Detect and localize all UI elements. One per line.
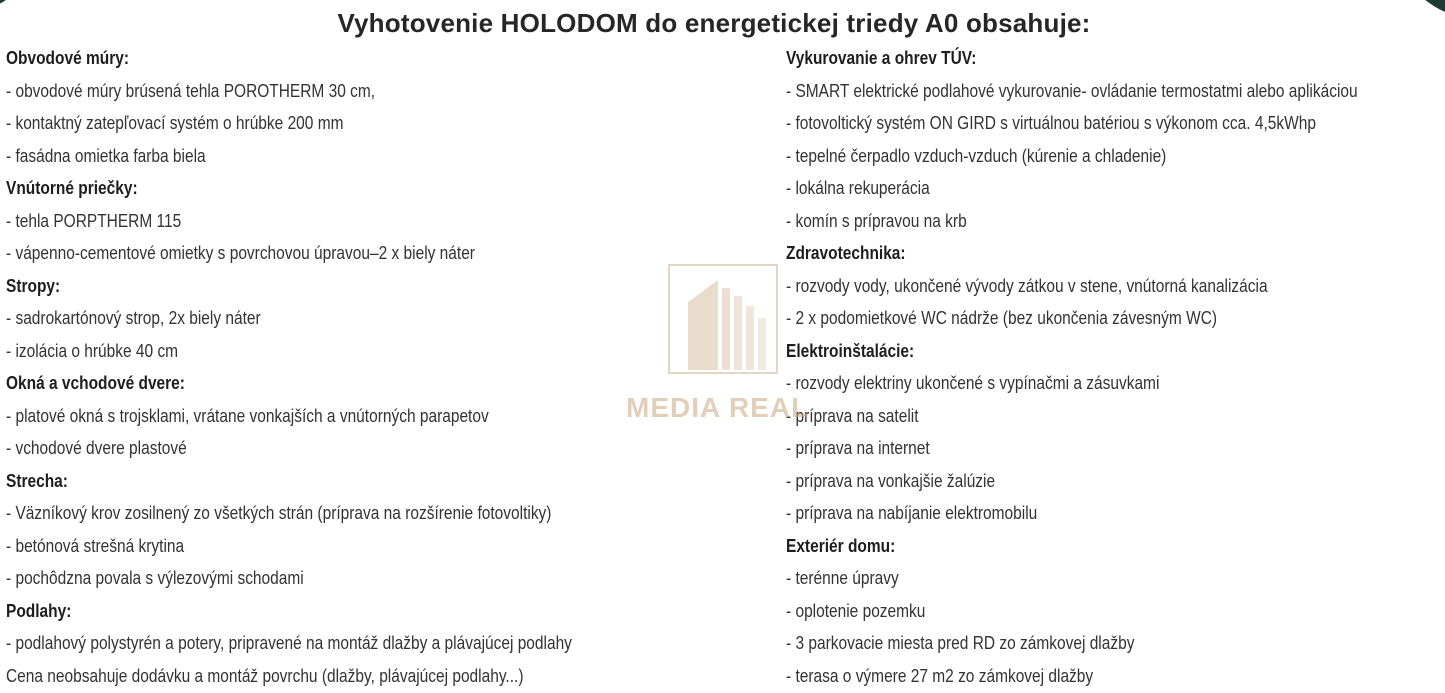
- list-item: - terasa o výmere 27 m2 zo zámkovej dlažby: [786, 665, 1094, 686]
- section-heading: Podlahy:: [6, 600, 72, 621]
- section-heading: Zdravotechnika:: [786, 243, 906, 263]
- list-item: - terénne úpravy: [786, 568, 899, 588]
- list-item: - oplotenie pozemku: [786, 600, 926, 621]
- list-item: - 2 x podomietkové WC nádrže (bez ukončenia závesným WC): [786, 308, 1218, 328]
- list-item: - platové okná s trojsklami, vrátane vonkajších a vnútorných parapetov: [6, 405, 489, 426]
- list-item: - príprava na internet: [786, 438, 930, 458]
- list-item: - podlahový polystyrén a potery, pripravené na montáž dlažby a plávajúcej podlahy: [6, 633, 572, 653]
- list-item: - obvodové múry brúsená tehla POROTHERM 30 cm,: [6, 80, 376, 101]
- list-item: - Väzníkový krov zosilnený zo všetkých strán (príprava na rozšírenie fotovoltiky): [6, 503, 552, 523]
- section-heading: Vnútorné priečky:: [6, 178, 138, 198]
- section-heading: Exteriér domu:: [786, 535, 896, 556]
- list-item: - izolácia o hrúbke 40 cm: [6, 340, 179, 361]
- section-heading: Obvodové múry:: [6, 48, 130, 68]
- section-heading: Strecha:: [6, 470, 68, 491]
- list-item: - príprava na vonkajšie žalúzie: [786, 470, 996, 491]
- page-title: Vyhotovenie HOLODOM do energetickej triedy A0 obsahuje:: [337, 8, 1091, 38]
- section-heading: Okná a vchodové dvere:: [6, 373, 185, 393]
- list-item: - príprava na satelit: [786, 405, 919, 426]
- left-column: [6, 42, 706, 692]
- list-item: - fotovoltický systém ON GIRD s virtuálnou batériou s výkonom cca. 4,5kWhp: [786, 113, 1316, 133]
- right-column: [786, 42, 1436, 692]
- list-item: - 3 parkovacie miesta pred RD zo zámkovej dlažby: [786, 633, 1135, 653]
- section-heading: Stropy:: [6, 275, 61, 296]
- watermark-text: MEDIA REAL: [626, 392, 810, 423]
- list-item: Cena neobsahuje dodávku a montáž povrchu (dlažby, plávajúcej podlahy...): [6, 665, 524, 686]
- list-item: - príprava na nabíjanie elektromobilu: [786, 503, 1038, 523]
- list-item: - lokálna rekuperácia: [786, 178, 930, 198]
- section-heading: Elektroinštalácie:: [786, 340, 915, 361]
- list-item: - komín s prípravou na krb: [786, 210, 967, 231]
- list-item: - kontaktný zatepľovací systém o hrúbke 200 mm: [6, 113, 344, 133]
- list-item: - tehla PORPTHERM 115: [6, 210, 182, 231]
- list-item: - SMART elektrické podlahové vykurovanie- ovládanie termostatmi alebo aplikáciou: [786, 80, 1358, 101]
- list-item: - vápenno-cementové omietky s povrchovou úpravou–2 x biely náter: [6, 243, 475, 263]
- list-item: - rozvody vody, ukončené vývody zátkou v stene, vnútorná kanalizácia: [786, 275, 1268, 296]
- list-item: - betónová strešná krytina: [6, 535, 185, 556]
- list-item: - vchodové dvere plastové: [6, 438, 187, 458]
- list-item: - rozvody elektriny ukončené s vypínačmi a zásuvkami: [786, 373, 1160, 393]
- list-item: - fasádna omietka farba biela: [6, 145, 206, 166]
- list-item: - tepelné čerpadlo vzduch-vzduch (kúrenie a chladenie): [786, 145, 1167, 166]
- section-heading: Vykurovanie a ohrev TÚV:: [786, 48, 977, 68]
- corner-decoration-left: [0, 0, 14, 6]
- list-item: - sadrokartónový strop, 2x biely náter: [6, 308, 261, 328]
- list-item: - pochôdzna povala s výlezovými schodami: [6, 568, 304, 588]
